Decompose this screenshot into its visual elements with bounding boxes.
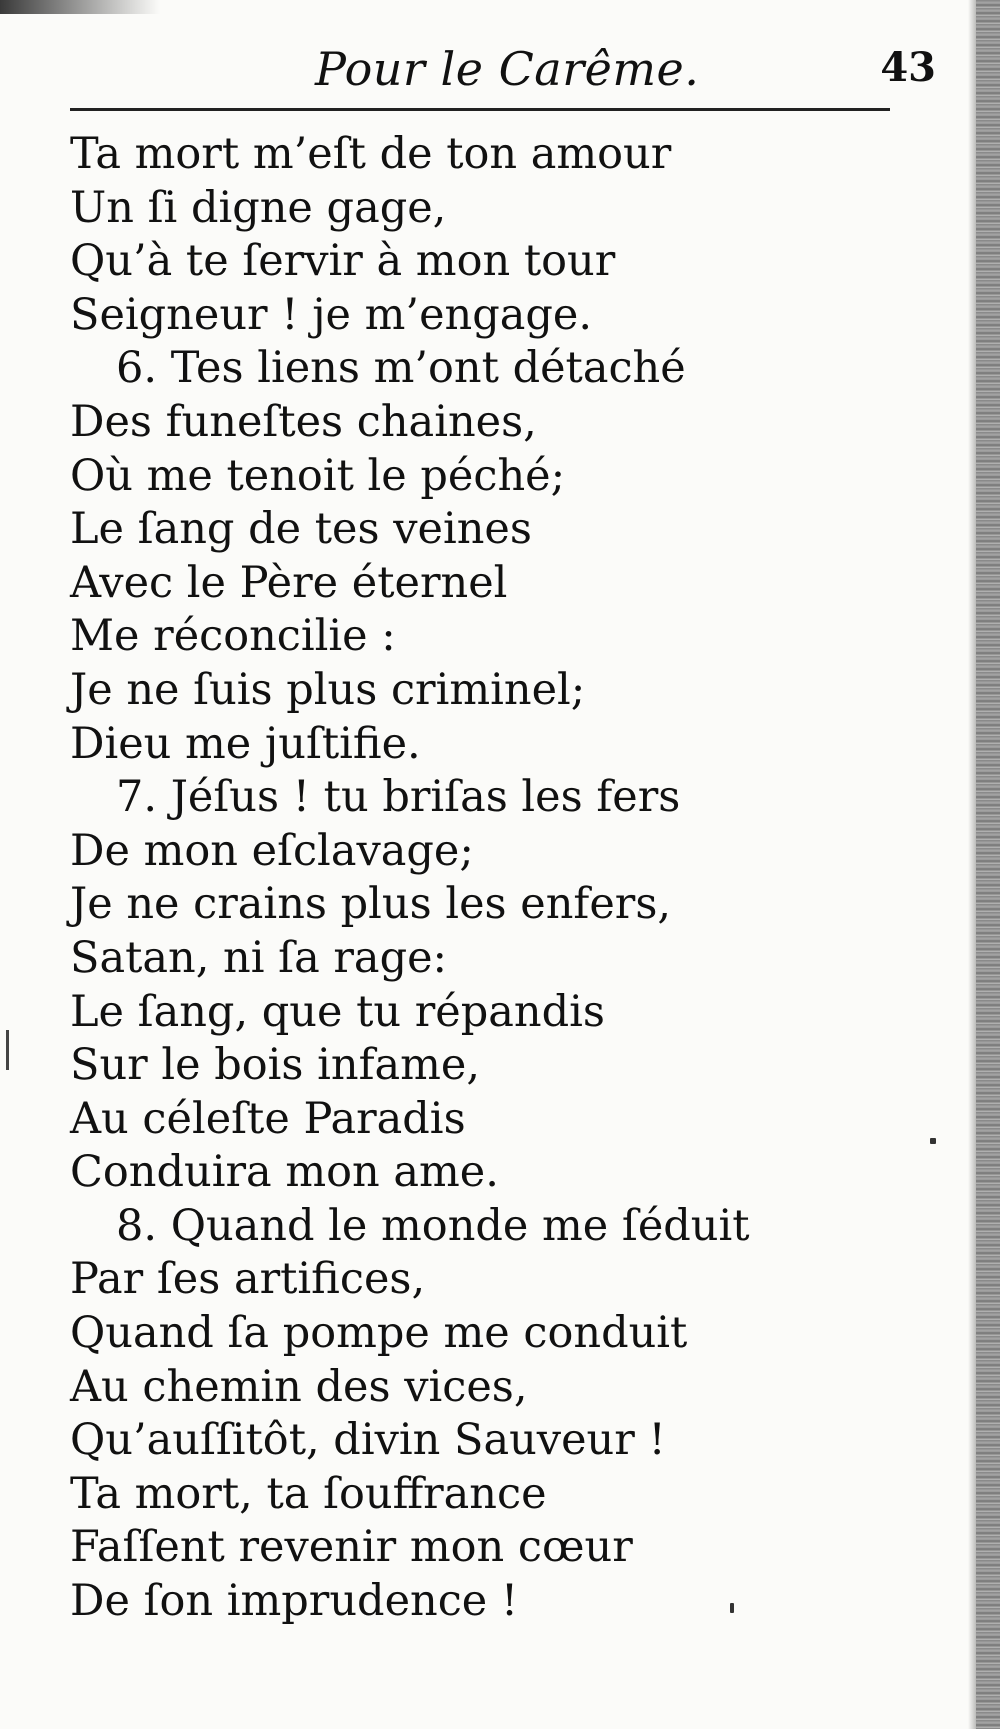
margin-mark <box>6 1030 9 1070</box>
verse-line: Dieu me juſtifie. <box>70 718 421 769</box>
scan-shadow <box>0 0 160 14</box>
verse-line: Me réconcilie : <box>70 611 396 662</box>
running-title: Pour le Carême. <box>315 42 700 96</box>
verse-line: Conduira mon ame. <box>70 1147 499 1198</box>
verse-line: Seigneur ! je m’engage. <box>70 289 593 340</box>
header-rule <box>70 108 890 111</box>
verse-line: Des funeſtes chaines, <box>70 396 537 447</box>
verse-line: Un ſi digne gage, <box>70 182 447 233</box>
verse-line: Quand ſa pompe me conduit <box>70 1308 688 1359</box>
verse-line: Sur le bois infame, <box>70 1040 481 1091</box>
verse-line: Qu’auſſitôt, divin Sauveur ! <box>70 1415 666 1466</box>
verse-line: Où me tenoit le péché; <box>70 450 566 501</box>
verse-line: Par ſes artifices, <box>70 1254 426 1305</box>
verse-line: Ta mort m’eſt de ton amour <box>70 129 672 179</box>
page-header <box>70 36 940 96</box>
verse-line: Le ſang de tes veines <box>70 504 532 555</box>
verse-line: Je ne crains plus les enfers, <box>70 879 672 930</box>
hymn-text <box>70 128 950 1629</box>
verse-line: Au chemin des vices, <box>70 1361 528 1412</box>
verse-line: Je ne ſuis plus criminel; <box>70 664 586 715</box>
verse-line: Le ſang, que tu répandis <box>70 986 605 1037</box>
verse-line: Ta mort, ta ſouffrance <box>70 1468 547 1519</box>
verse-line: De mon eſclavage; <box>70 825 474 876</box>
stanza-start-line: 8. Quand le monde me ſéduit <box>116 1200 750 1251</box>
page-edge <box>976 0 1000 1729</box>
page-edge-shadow <box>968 0 976 1729</box>
verse-line: Au céleſte Paradis <box>70 1093 466 1144</box>
stanza-start-line: 6. Tes liens m’ont détaché <box>116 343 686 394</box>
stanza-start-line: 7. Jéſus ! tu briſas les fers <box>116 772 681 823</box>
page-number: 43 <box>880 44 936 91</box>
ink-speck <box>930 1138 936 1144</box>
ink-speck <box>730 1603 734 1613</box>
verse-line: Faſſent revenir mon cœur <box>70 1522 633 1573</box>
verse-line: Satan, ni ſa rage: <box>70 932 448 983</box>
verse-line: Avec le Père éternel <box>70 557 508 608</box>
verse-line: De ſon imprudence ! <box>70 1576 519 1627</box>
verse-line: Qu’à te ſervir à mon tour <box>70 236 616 287</box>
